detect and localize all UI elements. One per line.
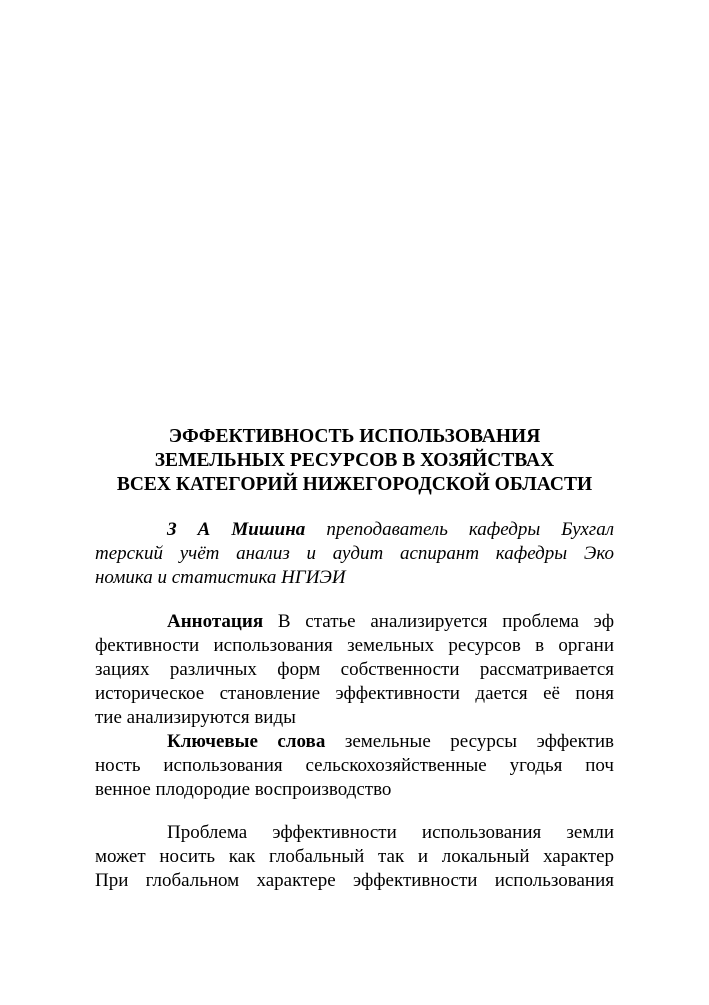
author-line-3: номика и статистика НГИЭИ: [95, 567, 346, 588]
body-text: [95, 821, 614, 893]
title-line-2: ЗЕМЕЛЬНЫХ РЕСУРСОВ В ХОЗЯЙСТВАХ: [154, 450, 555, 471]
abstract-label: Аннотация: [167, 611, 264, 632]
abstract-line-5: тие анализируются виды: [95, 707, 296, 728]
abstract-line-4: историческое становление эффективности дается её поня: [95, 683, 614, 704]
body-line-1: Проблема эффективности использования земли: [167, 822, 614, 843]
keywords-block: [95, 730, 614, 802]
keywords-line-3: венное плодородие воспроизводство: [95, 779, 392, 800]
author-affiliation-start: преподаватель кафедры Бухгал: [326, 519, 615, 540]
author-block: [95, 518, 614, 590]
abstract-line-3: зациях различных форм собственности рассматривается: [95, 659, 614, 680]
abstract-block: [95, 610, 614, 730]
author-line-2: терский учёт анализ и аудит аспирант кафедры Эко: [95, 543, 614, 564]
author-name: З А Мишина: [167, 519, 306, 540]
title-line-1: ЭФФЕКТИВНОСТЬ ИСПОЛЬЗОВАНИЯ: [168, 426, 541, 447]
body-line-2: может носить как глобальный так и локальный характер: [95, 846, 614, 867]
body-line-3: При глобальном характере эффективности использования: [95, 870, 614, 891]
article-title: [95, 425, 614, 497]
keywords-label: Ключевые слова: [167, 731, 326, 752]
abstract-text-start: В статье анализируется проблема эф: [277, 611, 615, 632]
author-line-1: [95, 518, 614, 542]
keywords-line-2: ность использования сельскохозяйственные угодья поч: [95, 755, 614, 776]
keywords-line-1: [95, 730, 614, 754]
keywords-text-start: земельные ресурсы эффектив: [344, 731, 614, 752]
abstract-line-1: [95, 610, 614, 634]
title-line-3: ВСЕХ КАТЕГОРИЙ НИЖЕГОРОДСКОЙ ОБЛАСТИ: [116, 474, 593, 495]
abstract-line-2: фективности использования земельных ресурсов в органи: [95, 635, 614, 656]
